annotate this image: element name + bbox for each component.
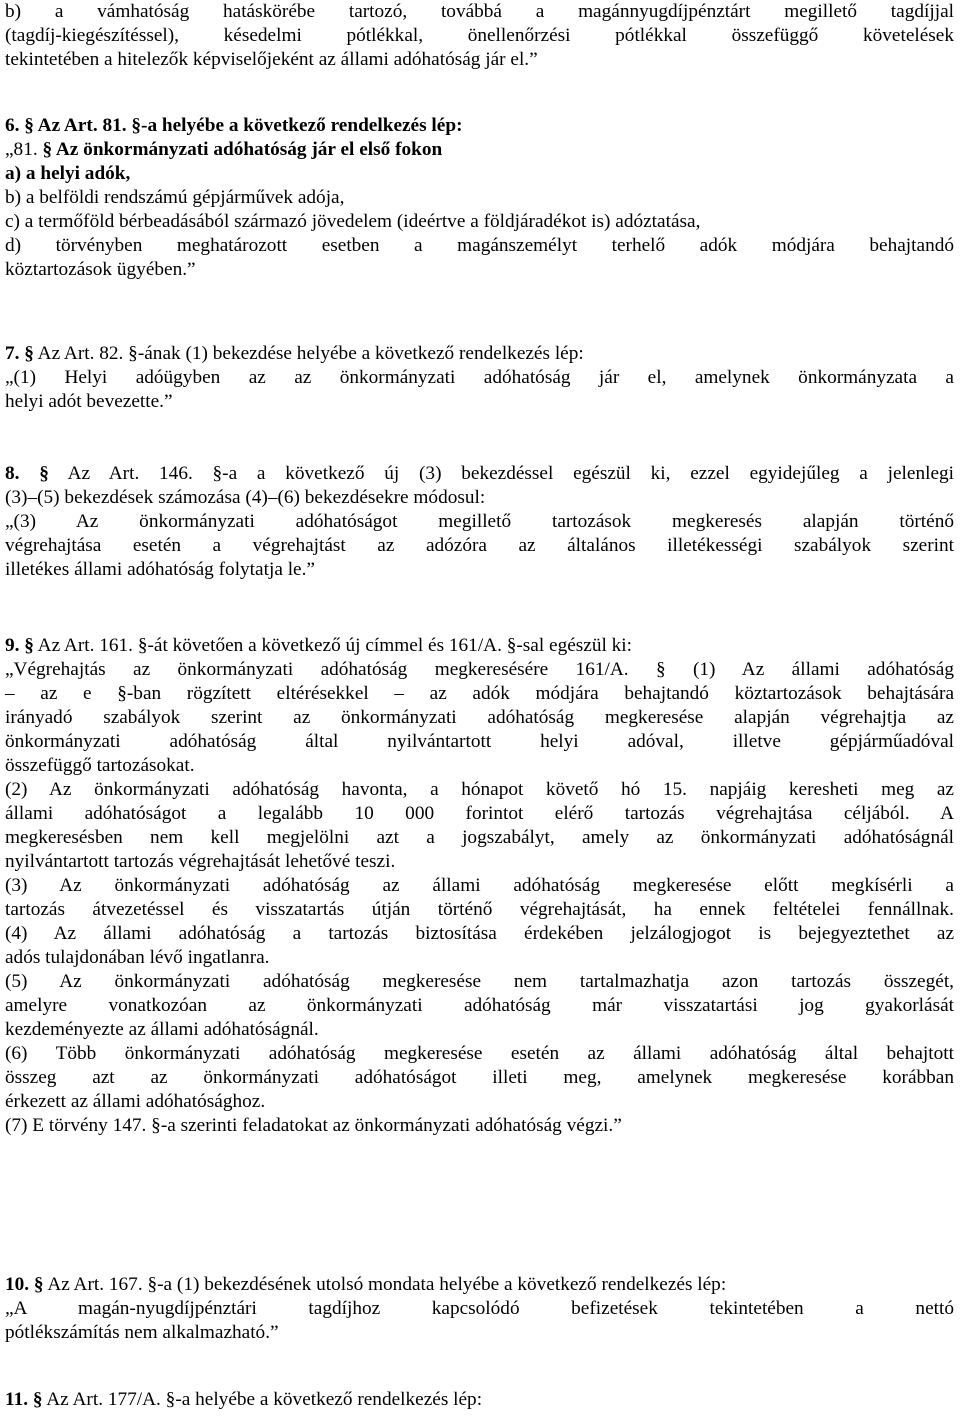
text-line: adós tulajdonában lévő ingatlanra. bbox=[5, 947, 270, 968]
text-line: önkormányzati adóhatóság által nyilvántartott helyi adóval, illetve gépjárműadóval bbox=[5, 731, 954, 752]
section-heading: 9. § Az Art. 161. §-át követően a következő új címmel és 161/A. §-sal egészül ki: bbox=[5, 635, 633, 656]
text-line: pótlékszámítás nem alkalmazható.” bbox=[5, 1322, 279, 1343]
text-line: végrehajtása esetén a végrehajtást az adózóra az általános illetékességi szabályok szerint bbox=[5, 535, 954, 556]
text-line: illetékes állami adóhatóság folytatja le.” bbox=[5, 559, 315, 580]
text-line: (tagdíj-kiegészítéssel), késedelmi pótlékkal, önellenőrzési pótlékkal összefüggő követelések bbox=[5, 25, 954, 46]
text-line: (5) Az önkormányzati adóhatóság megkeresése nem tartalmazhatja azon tartozás összegét, bbox=[5, 971, 954, 992]
text-line: (6) Több önkormányzati adóhatóság megkeresése esetén az állami adóhatóság által behajtott bbox=[5, 1043, 954, 1064]
text-line: érkezett az állami adóhatósághoz. bbox=[5, 1091, 266, 1112]
section-number: 9. § bbox=[5, 635, 34, 656]
text-line: állami adóhatóságot a legalább 10 000 forintot elérő tartozás végrehajtása céljából. A bbox=[5, 803, 954, 824]
list-item-c: c) a termőföld bérbeadásából származó jövedelem (ideértve a földjáradékot is) adóztatása, bbox=[5, 211, 701, 232]
text-line: (3) Az önkormányzati adóhatóság az állami adóhatóság megkeresése előtt megkísérli a bbox=[5, 875, 954, 896]
text-line: irányadó szabályok szerint az önkormányzati adóhatóság megkeresése alapján végrehajtja az bbox=[5, 707, 954, 728]
quoted-section-title bbox=[5, 138, 954, 162]
section-number: 10. § bbox=[5, 1274, 44, 1295]
section-number: 7. § bbox=[5, 343, 34, 364]
text-line: kezdeményezte az állami adóhatóságnál. bbox=[5, 1019, 319, 1040]
section-9 bbox=[5, 634, 954, 1138]
text-line: (3)–(5) bekezdések számozása (4)–(6) bekezdésekre módosul: bbox=[5, 487, 486, 508]
text-line: nyilvántartott tartozás végrehajtását lehetővé teszi. bbox=[5, 851, 396, 872]
text-line: összeg azt az önkormányzati adóhatóságot illeti meg, amelynek megkeresése korábban bbox=[5, 1067, 954, 1088]
paragraph-b-continuation bbox=[5, 0, 954, 72]
text-line: b) a vámhatóság hatáskörébe tartozó, továbbá a magánnyugdíjpénztárt megillető tagdíjjal bbox=[5, 1, 954, 22]
list-item-b: b) a belföldi rendszámú gépjárművek adója, bbox=[5, 187, 345, 208]
quote-open: „81. bbox=[5, 139, 43, 160]
text-line: tartozás átvezetéssel és visszatartás útján történő végrehajtását, ha ennek feltételei fennállnak. bbox=[5, 899, 954, 920]
text-line: „A magán-nyugdíjpénztári tagdíjhoz kapcsolódó befizetések tekintetében a nettó bbox=[5, 1298, 954, 1319]
text-line: amelyre vonatkozóan az önkormányzati adóhatóság már visszatartási jog gyakorlását bbox=[5, 995, 954, 1016]
section-heading: 7. § Az Art. 82. §-ának (1) bekezdése helyébe a következő rendelkezés lép: bbox=[5, 343, 584, 364]
list-item-d-cont: köztartozások ügyében.” bbox=[5, 259, 196, 280]
text-line: (7) E törvény 147. §-a szerinti feladatokat az önkormányzati adóhatóság végzi.” bbox=[5, 1115, 622, 1136]
text-line: helyi adót bevezette.” bbox=[5, 391, 173, 412]
quoted-title-bold: § Az önkormányzati adóhatóság jár el első fokon bbox=[42, 139, 443, 160]
list-item-a: a) a helyi adók, bbox=[5, 163, 131, 184]
section-heading: 10. § Az Art. 167. §-a (1) bekezdésének utolsó mondata helyébe a következő rendelkezés lép: bbox=[5, 1274, 727, 1295]
text-line: „(1) Helyi adóügyben az az önkormányzati adóhatóság jár el, amelynek önkormányzata a bbox=[5, 367, 954, 388]
section-heading: 8. § Az Art. 146. §-a a következő új (3) bekezdéssel egészül ki, ezzel egyidejűleg a jelenlegi bbox=[5, 463, 955, 484]
section-number: 11. § bbox=[5, 1389, 43, 1410]
section-number: 8. § bbox=[5, 463, 49, 484]
text-line: (2) Az önkormányzati adóhatóság havonta, a hónapot követő hó 15. napjáig keresheti meg az bbox=[5, 779, 954, 800]
text-line: „(3) Az önkormányzati adóhatóságot megillető tartozások megkeresés alapján történő bbox=[5, 511, 954, 532]
text-line: (4) Az állami adóhatóság a tartozás biztosítása érdekében jelzálogjogot is bejegyeztethet az bbox=[5, 923, 954, 944]
section-10 bbox=[5, 1273, 954, 1345]
section-heading: 11. § Az Art. 177/A. §-a helyébe a következő rendelkezés lép: bbox=[5, 1389, 483, 1410]
text-line: – az e §-ban rögzített eltérésekkel – az adók módjára behajtandó köztartozások behajtására bbox=[5, 683, 954, 704]
section-8 bbox=[5, 462, 954, 582]
text-line: megkeresésben nem kell megjelölni azt a jogszabályt, amely az önkormányzati adóhatóságnál bbox=[5, 827, 954, 848]
text-line: összefüggő tartozásokat. bbox=[5, 755, 195, 776]
section-7 bbox=[5, 342, 954, 414]
text-line: tekintetében a hitelezők képviselőjeként az állami adóhatóság jár el.” bbox=[5, 49, 538, 70]
section-heading: 6. § Az Art. 81. §-a helyébe a következő rendelkezés lép: bbox=[5, 115, 463, 136]
section-11 bbox=[5, 1388, 954, 1412]
list-item-d: d) törvényben meghatározott esetben a magánszemélyt terhelő adók módjára behajtandó bbox=[5, 235, 954, 256]
text-line: „Végrehajtás az önkormányzati adóhatóság megkeresésére 161/A. § (1) Az állami adóhatóság bbox=[5, 659, 954, 680]
section-6 bbox=[5, 114, 954, 282]
